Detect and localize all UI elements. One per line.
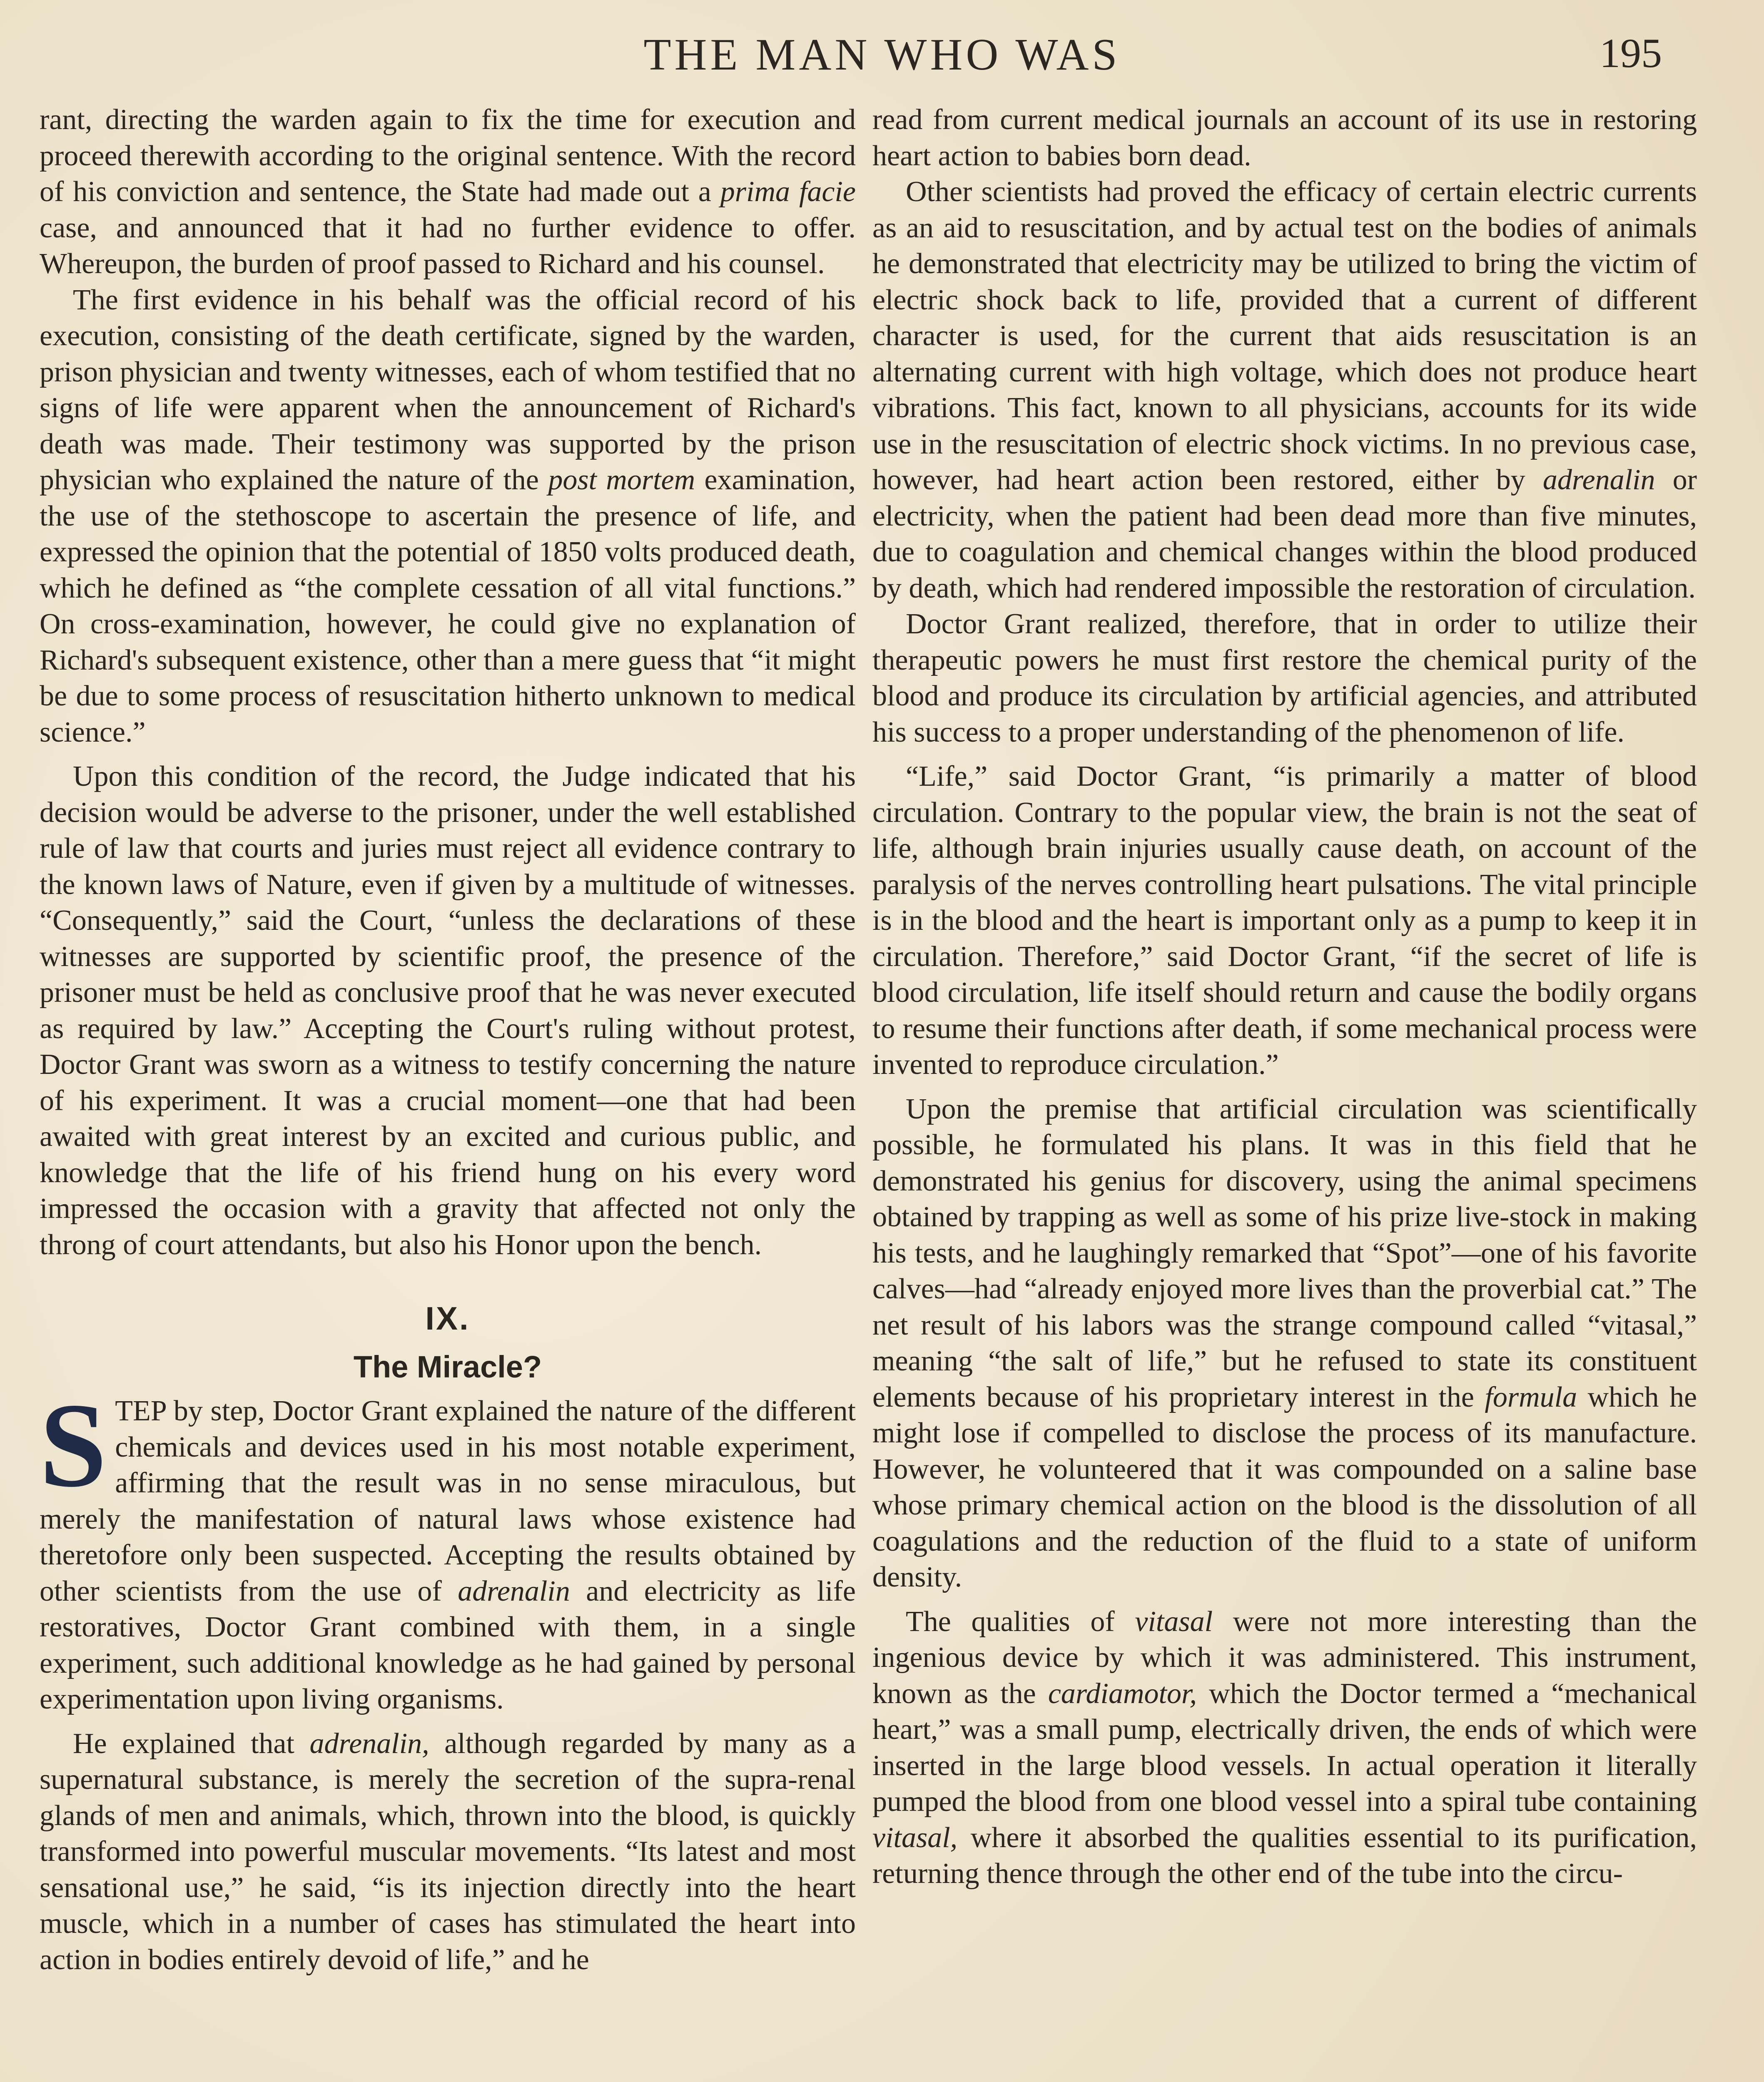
paragraph: rant, directing the warden again to fix the time for execution and proceed therewith according to the original sentence. With the record of his conviction and sentence, the State had made out a prima facie case, and announced that it had no further evidence to offer. Whereupon, the burden of proof passed to Richard and his counsel. bbox=[40, 104, 856, 280]
section-title: The Miracle? bbox=[353, 1349, 542, 1384]
page-number: 195 bbox=[1600, 30, 1662, 76]
paragraph: Other scientists had proved the efficacy of certain electric currents as an aid to resuscitation, and by actual test on the bodies of animals he demonstrated that electricity may be utilized to bring the victim of electric shock back to life, provided that a current of different character is used, for the current that aids resuscitation is an alternating current with high voltage, which does not produce heart vibrations. This fact, known to all physicians, accounts for its wide use in the resuscitation of electric shock victims. In no previous case, however, had heart action been restored, either by adrenalin or electricity, when the patient had been dead more than five minutes, due to coagulation and chemical changes within the blood produced by death, which had rendered impossible the restoration of circulation. bbox=[872, 176, 1697, 604]
paragraph: The qualities of vitasal were not more interesting than the ingenious device by which it was administered. This instrument, known as the cardiamotor, which the Doctor termed a “mechanical heart,” was a small pump, electrically driven, the ends of which were inserted in the large blood vessels. In actual operation it literally pumped the blood from one blood vessel into a spiral tube containing vitasal, where it absorbed the qualities essential to its purification, returning thence through the other end of the tube into the circu- bbox=[872, 1605, 1697, 1890]
paragraph: STEP by step, Doctor Grant explained the nature of the different chemicals and devices used in his most notable experiment, affirming that the result was in no sense miraculous, but merely the manifestation of natural laws whose existence had theretofore only been suspected. Accepting the results obtained by other scientists from the use of adrenalin and electricity as life restoratives, Doctor Grant combined with them, in a single experiment, such additional knowledge as he had gained by personal experimentation upon living organisms. bbox=[40, 1378, 856, 1715]
paragraph: “Life,” said Doctor Grant, “is primarily a matter of blood circulation. Contrary to the popular view, the brain is not the seat of life, although brain injuries usually cause death, on account of the paralysis of the nerves controlling heart pulsations. The vital principle is in the blood and the heart is important only as a pump to keep it in circulation. Therefore,” said Doctor Grant, “if the secret of life is blood circulation, life itself should return and cause the bodily organs to resume their functions after death, if some mechanical process were invented to reproduce circulation.” bbox=[872, 760, 1697, 1081]
right-column bbox=[872, 102, 1697, 2082]
paragraph: He explained that adrenalin, although regarded by many as a supernatural substance, is merely the secretion of the supra-renal glands of men and animals, which, thrown into the blood, is quickly transformed into powerful muscular movements. “Its latest and most sensational use,” he said, “is its injection directly into the heart muscle, which in a number of cases has stimulated the heart into action in bodies entirely devoid of life,” and he bbox=[40, 1727, 856, 1976]
paragraph: read from current medical journals an account of its use in restoring heart action to babies born dead. bbox=[872, 104, 1697, 172]
left-column bbox=[40, 102, 856, 2082]
drop-cap: S bbox=[40, 1378, 107, 1512]
running-title: THE MAN WHO WAS bbox=[643, 30, 1121, 80]
paragraph: Upon the premise that artificial circulation was scientifically possible, he formulated his plans. It was in this field that he demonstrated his genius for discovery, using the animal specimens obtained by trapping as well as some of his prize live-stock in making his tests, and he laughingly remarked that “Spot”—one of his favorite calves—had “already enjoyed more lives than the proverbial cat.” The net result of his labors was the strange compound called “vitasal,” meaning “the salt of life,” but he refused to state its constituent elements because of his proprietary interest in the formula which he might lose if compelled to disclose the process of its manufacture. However, he volunteered that it was compounded on a saline base whose primary chemical action on the blood is the dissolution of all coagulations and the reduction of the fluid to a state of uniform density. bbox=[872, 1093, 1697, 1593]
page-header bbox=[0, 29, 1764, 92]
section-number: IX. bbox=[425, 1300, 470, 1337]
paragraph: The first evidence in his behalf was the official record of his execution, consisting of the death certificate, signed by the warden, prison physician and twenty witnesses, each of whom testified that no signs of life were apparent when the announcement of Richard's death was made. Their testimony was supported by the prison physician who explained the nature of the post mortem examination, the use of the stethoscope to ascertain the presence of life, and expressed the opinion that the potential of 1850 volts produced death, which he defined as “the complete cessation of all vital functions.” On cross-examination, however, he could give no explanation of Richard's subsequent existence, other than a mere guess that “it might be due to some process of resuscitation hitherto unknown to medical science.” bbox=[40, 284, 856, 748]
paragraph: Upon this condition of the record, the Judge indicated that his decision would be adverse to the prisoner, under the well established rule of law that courts and juries must reject all evidence contrary to the known laws of Nature, even if given by a multitude of witnesses. “Consequently,” said the Court, “unless the declarations of these witnesses are supported by scientific proof, the presence of the prisoner must be held as conclusive proof that he was never executed as required by law.” Accepting the Court's ruling without protest, Doctor Grant was sworn as a witness to testify concerning the nature of his experiment. It was a crucial moment—one that had been awaited with great interest by an excited and curious public, and knowledge that the life of his friend hung on his every word impressed the occasion with a gravity that affected not only the throng of court attendants, but also his Honor upon the bench. bbox=[40, 760, 856, 1261]
paragraph: Doctor Grant realized, therefore, that in order to utilize their therapeutic powers he must first restore the chemical purity of the blood and produce its circulation by artificial agencies, and attributed his success to a proper understanding of the phenomenon of life. bbox=[872, 608, 1697, 748]
